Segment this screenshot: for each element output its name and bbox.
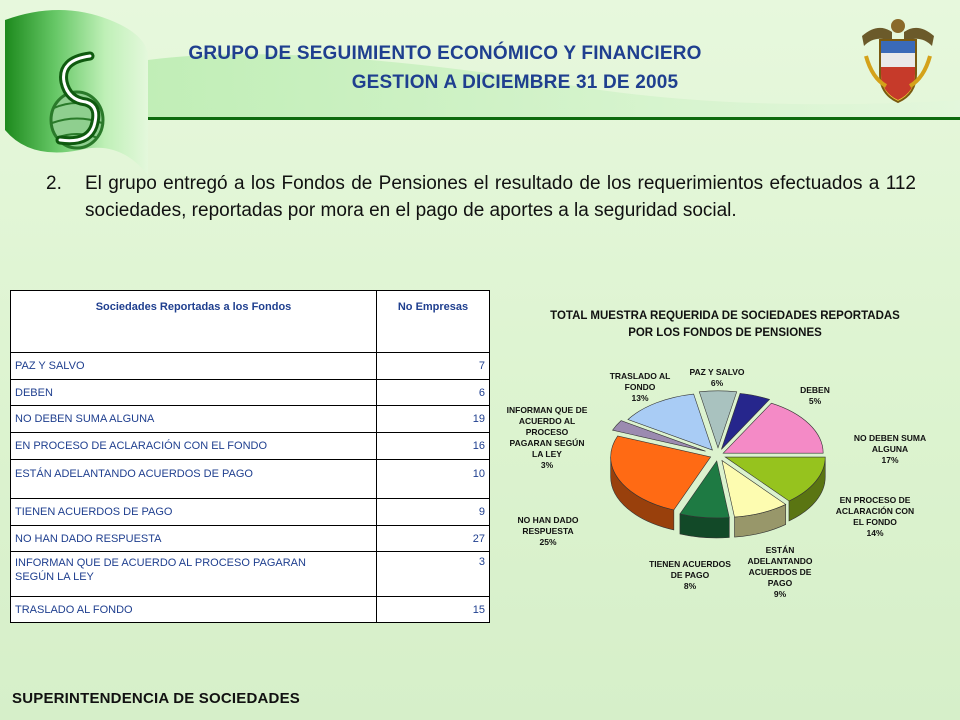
row-label: PAZ Y SALVO — [11, 353, 377, 380]
paragraph-text: El grupo entregó a los Fondos de Pensiones el resultado de los requerimientos efectuados a 112 sociedades, reportadas por mora en el pago de aportes a la seguridad social. — [85, 173, 916, 221]
table-row — [11, 526, 490, 552]
chart-title-line: TOTAL MUESTRA REQUERIDA DE SOCIEDADES REPORTADAS — [550, 310, 900, 322]
chart-title-line: POR LOS FONDOS DE PENSIONES — [628, 327, 822, 339]
pie-label: PAZ Y SALVO 6% — [689, 367, 745, 388]
table-header-value: No Empresas — [377, 291, 490, 353]
row-label: TRASLADO AL FONDO — [11, 597, 377, 623]
pie-label: NO DEBEN SUMA ALGUNA 17% — [853, 433, 927, 465]
pie-label: ESTÁN ADELANTANDO ACUERDOS DE PAGO 9% — [747, 545, 813, 599]
row-label: DEBEN — [11, 380, 377, 406]
row-label: NO HAN DADO RESPUESTA — [11, 526, 377, 552]
table-row — [11, 460, 490, 499]
pie-label: EN PROCESO DE ACLARACIÓN CON EL FONDO 14% — [835, 495, 915, 538]
table-row — [11, 597, 490, 623]
row-label: ESTÁN ADELANTANDO ACUERDOS DE PAGO — [11, 460, 377, 499]
row-value: 16 — [377, 433, 490, 460]
row-label: EN PROCESO DE ACLARACIÓN CON EL FONDO — [11, 433, 377, 460]
row-value: 19 — [377, 406, 490, 433]
data-table — [10, 290, 490, 623]
coat-of-arms-icon — [858, 16, 938, 106]
pie-slices — [611, 391, 826, 518]
table-row — [11, 552, 490, 597]
row-value: 7 — [377, 353, 490, 380]
footer-text: SUPERINTENDENCIA DE SOCIEDADES — [12, 690, 300, 707]
pie-label: NO HAN DADO RESPUESTA 25% — [517, 515, 579, 547]
table-row — [11, 499, 490, 526]
page-subtitle: GESTION A DICIEMBRE 31 DE 2005 — [351, 72, 679, 93]
row-label: NO DEBEN SUMA ALGUNA — [11, 406, 377, 433]
header-rule — [148, 117, 960, 120]
pie-chart — [495, 295, 955, 640]
row-value: 3 — [377, 552, 490, 597]
table-row — [11, 406, 490, 433]
page-title: GRUPO DE SEGUIMIENTO ECONÓMICO Y FINANCIERO — [188, 43, 702, 64]
pie-label: TRASLADO AL FONDO 13% — [609, 371, 671, 403]
row-value: 10 — [377, 460, 490, 499]
row-value: 15 — [377, 597, 490, 623]
table-header-label: Sociedades Reportadas a los Fondos — [11, 291, 377, 353]
row-label: TIENEN ACUERDOS DE PAGO — [11, 499, 377, 526]
table-row — [11, 433, 490, 460]
table-row — [11, 380, 490, 406]
row-value: 6 — [377, 380, 490, 406]
pie-label: INFORMAN QUE DE ACUERDO AL PROCESO PAGARAN SEGÚN LA LEY 3% — [506, 405, 588, 470]
row-value: 9 — [377, 499, 490, 526]
row-value: 27 — [377, 526, 490, 552]
row-label: INFORMAN QUE DE ACUERDO AL PROCESO PAGARAN SEGÚN LA LEY — [11, 552, 377, 597]
table-row — [11, 353, 490, 380]
paragraph-number: 2. — [46, 173, 62, 194]
chart-title — [550, 310, 900, 339]
pie-label: DEBEN 5% — [800, 385, 830, 406]
pie-label: TIENEN ACUERDOS DE PAGO 8% — [649, 559, 731, 591]
